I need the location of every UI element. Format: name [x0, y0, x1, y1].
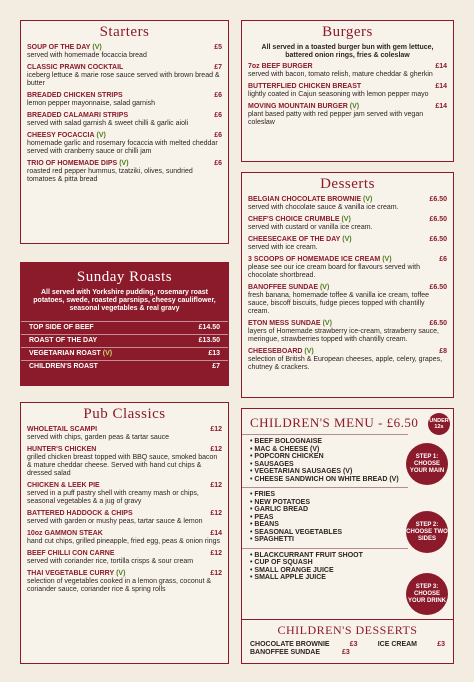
- menu-item-title: [248, 256, 392, 264]
- kids-dessert-name: CHOCOLATE BROWNIE: [250, 641, 330, 648]
- children-option: • BLACKCURRANT FRUIT SHOOT: [250, 552, 400, 560]
- menu-item-header: [248, 83, 447, 91]
- vegetarian-marker: (V): [119, 160, 129, 167]
- menu-item-price: £6: [214, 132, 222, 139]
- menu-item-price: £14: [435, 103, 447, 110]
- menu-item-description: please see our ice cream board for flavours served with chocolate shortbread.: [248, 264, 420, 279]
- menu-item: [242, 196, 453, 212]
- roast-item-price: £7: [212, 363, 220, 370]
- children-option: • POPCORN CHICKEN: [250, 453, 400, 461]
- menu-item: [242, 63, 453, 79]
- menu-item-name: CHEESEBOARD: [248, 348, 303, 355]
- menu-item-name: 7oz BEEF BURGER: [248, 63, 313, 70]
- menu-item-name: BREADED CHICKEN STRIPS: [27, 92, 123, 99]
- menu-item-price: £6.50: [429, 196, 447, 203]
- children-mains-list: [242, 434, 408, 483]
- children-option: • BEEF BOLOGNAISE: [250, 438, 400, 446]
- menu-item-description: served with homemade focaccia bread: [27, 52, 147, 59]
- children-option: • FRIES: [250, 491, 400, 499]
- menu-item: [242, 320, 453, 344]
- menu-item-title: [27, 132, 106, 140]
- menu-item: [21, 570, 228, 594]
- children-option: • SMALL APPLE JUICE: [250, 574, 400, 582]
- roasts-list: [21, 321, 228, 371]
- vegetarian-marker: (V): [341, 216, 351, 223]
- vegetarian-marker: (V): [322, 320, 332, 327]
- menu-item-title: [248, 83, 361, 91]
- menu-item-price: £12: [210, 510, 222, 517]
- menu-item-name: CLASSIC PRAWN COCKTAIL: [27, 64, 124, 71]
- menu-item-name: BANOFFEE SUNDAE: [248, 284, 319, 291]
- menu-item: [21, 482, 228, 506]
- menu-item-header: [27, 426, 222, 434]
- roast-item: [21, 360, 228, 371]
- kids-dessert-name: ICE CREAM: [377, 641, 418, 648]
- menu-item-description: fresh banana, homemade toffee & vanilla ice cream, toffee sauce, biscoff biscuits, fudge pieces topped with chantilly cream.: [248, 292, 430, 315]
- menu-item: [21, 64, 228, 88]
- menu-item-name: CHICKEN & LEEK PIE: [27, 482, 100, 489]
- kids-dessert-price: £3: [437, 641, 445, 648]
- menu-item-name: 10oz GAMMON STEAK: [27, 530, 103, 537]
- children-option: • GARLIC BREAD: [250, 506, 400, 514]
- menu-item-description: iceberg lettuce & marie rose sauce served with brown bread & butter: [27, 72, 220, 87]
- step-2-badge: STEP 2: CHOOSE TWO SIDES: [406, 511, 448, 553]
- menu-item-price: £6.50: [429, 216, 447, 223]
- menu-item-title: [248, 236, 352, 244]
- menu-item-header: [248, 284, 447, 292]
- desserts-list: [242, 196, 453, 372]
- children-drinks-list: [242, 548, 408, 582]
- menu-item: [242, 236, 453, 252]
- menu-item-price: £6: [214, 112, 222, 119]
- starters-title: Starters: [99, 24, 150, 40]
- menu-item: [21, 112, 228, 128]
- menu-item: [21, 44, 228, 60]
- roast-item: [21, 347, 228, 358]
- menu-item-description: served in a puff pastry shell with creamy mash or chips, seasonal vegetables & a jug of gravy: [27, 490, 199, 505]
- kids-dessert-price: £3: [342, 649, 350, 656]
- roast-item-price: £14.50: [198, 324, 220, 331]
- menu-item-header: [27, 570, 222, 578]
- menu-item-header: [27, 112, 222, 120]
- burgers-intro: All served in a toasted burger bun with gem lettuce, battered onion rings, fries & coleslaw: [261, 44, 434, 59]
- roast-item-price: £13.50: [198, 337, 220, 344]
- classics-title: Pub Classics: [83, 406, 166, 422]
- menu-item: [21, 446, 228, 478]
- sunday-roasts-section: [20, 262, 229, 386]
- menu-item: [21, 92, 228, 108]
- children-option: • PEAS: [250, 514, 400, 522]
- menu-item: [242, 83, 453, 99]
- kids-dessert-price: £3: [349, 641, 358, 648]
- menu-item: [21, 530, 228, 546]
- vegetarian-marker: (V): [363, 196, 373, 203]
- menu-item-header: [27, 160, 222, 168]
- menu-item-title: [248, 103, 359, 111]
- menu-item-description: roasted red pepper hummus, tzatziki, olives, sundried tomatoes & pitta bread: [27, 168, 193, 183]
- menu-item-name: THAI VEGETABLE CURRY: [27, 570, 115, 577]
- vegetarian-marker: (V): [319, 284, 330, 291]
- step-1-badge: STEP 1: CHOOSE YOUR MAIN: [406, 443, 448, 485]
- roast-item-title: [29, 363, 98, 371]
- menu-item-header: [248, 103, 447, 111]
- menu-item: [242, 216, 453, 232]
- menu-item-price: £5: [214, 44, 222, 51]
- children-option: • VEGETARIAN SAUSAGES (V): [250, 468, 400, 476]
- vegetarian-marker: (V): [116, 570, 126, 577]
- menu-item-header: [248, 256, 447, 264]
- menu-item-header: [27, 510, 222, 518]
- menu-item: [21, 426, 228, 442]
- menu-item-title: [27, 112, 128, 120]
- menu-item-title: [248, 216, 351, 224]
- menu-item-title: [27, 482, 100, 490]
- menu-item-title: [27, 550, 115, 558]
- menu-item-price: £6: [214, 92, 222, 99]
- menu-item-price: £12: [210, 570, 222, 577]
- roast-item: [21, 321, 228, 332]
- under-12s-badge: UNDER 12s: [428, 413, 450, 435]
- menu-item-name: BEEF CHILLI CON CARNE: [27, 550, 115, 557]
- children-option: • MAC & CHEESE (V): [250, 446, 400, 454]
- kids-dessert-name: BANOFFEE SUNDAE: [250, 649, 321, 656]
- menu-item-description: grilled chicken breast topped with BBQ sauce, smoked bacon & mature cheddar cheese. Served with hand cut chips & dressed salad: [27, 454, 218, 477]
- roast-item-name: TOP SIDE OF BEEF: [29, 324, 94, 331]
- roasts-intro: All served with Yorkshire pudding, rosemary roast potatoes, swede, roasted parsnips, cheesy cauliflower, seasonal vegetables & real gravy: [33, 289, 216, 312]
- menu-item-description: served with custard or vanilla ice cream.: [248, 224, 373, 231]
- starters-list: [21, 44, 228, 184]
- desserts-section: [241, 172, 454, 398]
- menu-item-name: 3 SCOOPS OF HOMEMADE ICE CREAM: [248, 256, 381, 263]
- menu-item-header: [248, 196, 447, 204]
- children-option: • CUP OF SQUASH: [250, 559, 400, 567]
- menu-item-header: [248, 63, 447, 71]
- menu-item-title: [27, 92, 123, 100]
- menu-item-header: [27, 92, 222, 100]
- menu-item-header: [27, 482, 222, 490]
- menu-item-header: [27, 44, 222, 52]
- vegetarian-marker: (V): [342, 236, 352, 243]
- menu-item-price: £6: [214, 160, 222, 167]
- menu-item-header: [248, 216, 447, 224]
- menu-item-price: £12: [210, 482, 222, 489]
- desserts-title: Desserts: [320, 176, 375, 192]
- roast-item-name: VEGETARIAN ROAST: [29, 350, 101, 357]
- children-option: • SPAGHETTI: [250, 536, 400, 544]
- menu-item-price: £6.50: [429, 284, 447, 291]
- menu-item-price: £12: [210, 446, 222, 453]
- menu-item-name: BREADED CALAMARI STRIPS: [27, 112, 129, 119]
- menu-item-name: BATTERED HADDOCK & CHIPS: [27, 510, 133, 517]
- roast-item-name: ROAST OF THE DAY: [29, 337, 98, 344]
- menu-item-name: SOUP OF THE DAY: [27, 44, 91, 51]
- menu-item-title: [27, 446, 96, 454]
- menu-item-price: £14: [210, 530, 222, 537]
- vegetarian-marker: (V): [96, 132, 106, 139]
- burgers-title: Burgers: [322, 24, 373, 40]
- classics-list: [21, 426, 228, 594]
- menu-item-description: selection of British & European cheeses, apple, celery, grapes, chutney & crackers.: [248, 356, 443, 371]
- menu-item-title: [248, 196, 372, 204]
- menu-item-title: [27, 64, 123, 72]
- roast-item-name: CHILDREN'S ROAST: [29, 363, 98, 370]
- menu-item-description: served with bacon, tomato relish, mature cheddar & gherkin: [248, 71, 433, 78]
- pub-classics-section: [20, 402, 229, 664]
- menu-item-title: [27, 530, 103, 538]
- menu-item-header: [248, 236, 447, 244]
- menu-item-description: lemon pepper mayonnaise, salad garnish: [27, 100, 156, 107]
- children-title: CHILDREN'S MENU - £6.50: [250, 415, 419, 430]
- roast-item: [21, 334, 228, 345]
- menu-item-header: [27, 64, 222, 72]
- menu-item-title: [248, 284, 329, 292]
- menu-item-title: [248, 63, 313, 71]
- children-option: • BEANS: [250, 521, 400, 529]
- menu-item-price: £7: [214, 64, 222, 71]
- menu-item-price: £14: [435, 83, 447, 90]
- menu-item-price: £6.50: [429, 236, 447, 243]
- menu-item-price: £12: [210, 426, 222, 433]
- menu-item-header: [27, 530, 222, 538]
- menu-item-description: served with chips, garden peas & tartar sauce: [27, 434, 170, 441]
- menu-item-title: [248, 348, 314, 356]
- vegetarian-marker: (V): [92, 44, 102, 51]
- children-option: • SAUSAGES: [250, 461, 400, 469]
- menu-item-header: [27, 132, 222, 140]
- roast-item-title: [29, 324, 94, 332]
- menu-item: [242, 256, 453, 280]
- vegetarian-marker: (V): [102, 350, 113, 357]
- burgers-list: [242, 63, 453, 127]
- roast-item-title: [29, 337, 97, 345]
- menu-item-name: MOVING MOUNTAIN BURGER: [248, 103, 348, 110]
- children-option: • SEASONAL VEGETABLES: [250, 529, 400, 537]
- menu-item-title: [27, 426, 97, 434]
- menu-item-description: homemade garlic and rosemary focaccia with melted cheddar served with cranberry sauce or chilli jam: [27, 140, 218, 155]
- children-option: • NEW POTATOES: [250, 499, 400, 507]
- children-option: • SMALL ORANGE JUICE: [250, 567, 400, 575]
- menu-item-description: served with salad garnish & sweet chilli & garlic aioli: [27, 120, 189, 127]
- roasts-title: Sunday Roasts: [76, 269, 173, 285]
- menu-item-title: [248, 320, 332, 328]
- menu-item-name: WHOLETAIL SCAMPI: [27, 426, 98, 433]
- menu-item-description: served with chocolate sauce & vanilla ice cream.: [248, 204, 399, 211]
- menu-item-title: [27, 44, 102, 52]
- menu-item-price: £6: [439, 256, 447, 263]
- menu-item-title: [27, 160, 129, 168]
- menu-item-description: layers of Homemade strawberry ice-cream, strawberry sauce, meringue, strawberries topped with chantilly cream.: [248, 328, 440, 343]
- menu-item-name: CHEESY FOCACCIA: [27, 132, 95, 139]
- menu-item-description: hand cut chips, grilled pineapple, fried egg, peas & onion rings: [27, 538, 221, 545]
- menu-item-name: CHEF'S CHOICE CRUMBLE: [248, 216, 340, 223]
- burgers-section: [241, 20, 454, 162]
- kids-desserts-divider: [242, 619, 453, 620]
- children-sides-list: [242, 487, 408, 544]
- menu-item-description: plant based patty with red pepper jam served with vegan coleslaw: [248, 111, 424, 126]
- vegetarian-marker: (V): [349, 103, 360, 110]
- menu-item-header: [248, 348, 447, 356]
- menu-item-price: £8: [439, 348, 447, 355]
- menu-item: [21, 132, 228, 156]
- menu-item-description: served with garden or mushy peas, tartar sauce & lemon: [27, 518, 203, 525]
- menu-item-name: BELGIAN CHOCOLATE BROWNIE: [248, 196, 362, 203]
- menu-item-name: CHEESECAKE OF THE DAY: [248, 236, 341, 243]
- menu-item-name: TRIO OF HOMEMADE DIPS: [27, 160, 118, 167]
- menu-item-price: £12: [210, 550, 222, 557]
- menu-item-title: [27, 570, 125, 578]
- menu-item-header: [248, 320, 447, 328]
- menu-item-description: served with coriander rice, tortilla crisps & sour cream: [27, 558, 194, 565]
- menu-item-header: [27, 550, 222, 558]
- vegetarian-marker: (V): [304, 348, 314, 355]
- menu-item-title: [27, 510, 133, 518]
- menu-item-name: ETON MESS SUNDAE: [248, 320, 321, 327]
- menu-item: [242, 103, 453, 127]
- roast-item-title: [29, 350, 112, 358]
- menu-item-description: lightly coated in Cajun seasoning with lemon pepper mayo: [248, 91, 429, 98]
- vegetarian-marker: (V): [382, 256, 392, 263]
- menu-item-name: HUNTER'S CHICKEN: [27, 446, 97, 453]
- kids-desserts-title: CHILDREN'S DESSERTS: [277, 623, 418, 637]
- menu-item: [242, 284, 453, 316]
- children-option: • CHEESE SANDWICH ON WHITE BREAD (V): [250, 476, 400, 484]
- step-3-badge: STEP 3: CHOOSE YOUR DRINK: [406, 573, 448, 615]
- menu-item-price: £6.50: [429, 320, 447, 327]
- menu-item-name: BUTTERFLIED CHICKEN BREAST: [248, 83, 362, 90]
- menu-item: [21, 510, 228, 526]
- menu-item: [21, 550, 228, 566]
- menu-item: [242, 348, 453, 372]
- menu-item-description: served with ice cream.: [248, 244, 318, 251]
- roast-item-price: £13: [208, 350, 220, 357]
- childrens-menu-section: [241, 408, 454, 664]
- menu-item-price: £14: [435, 63, 447, 70]
- starters-section: [20, 20, 229, 244]
- menu-item: [21, 160, 228, 184]
- menu-item-description: selection of vegetables cooked in a lemon grass, coconut & coriander sauce, coriander rice & spring rolls: [27, 578, 212, 593]
- menu-item-header: [27, 446, 222, 454]
